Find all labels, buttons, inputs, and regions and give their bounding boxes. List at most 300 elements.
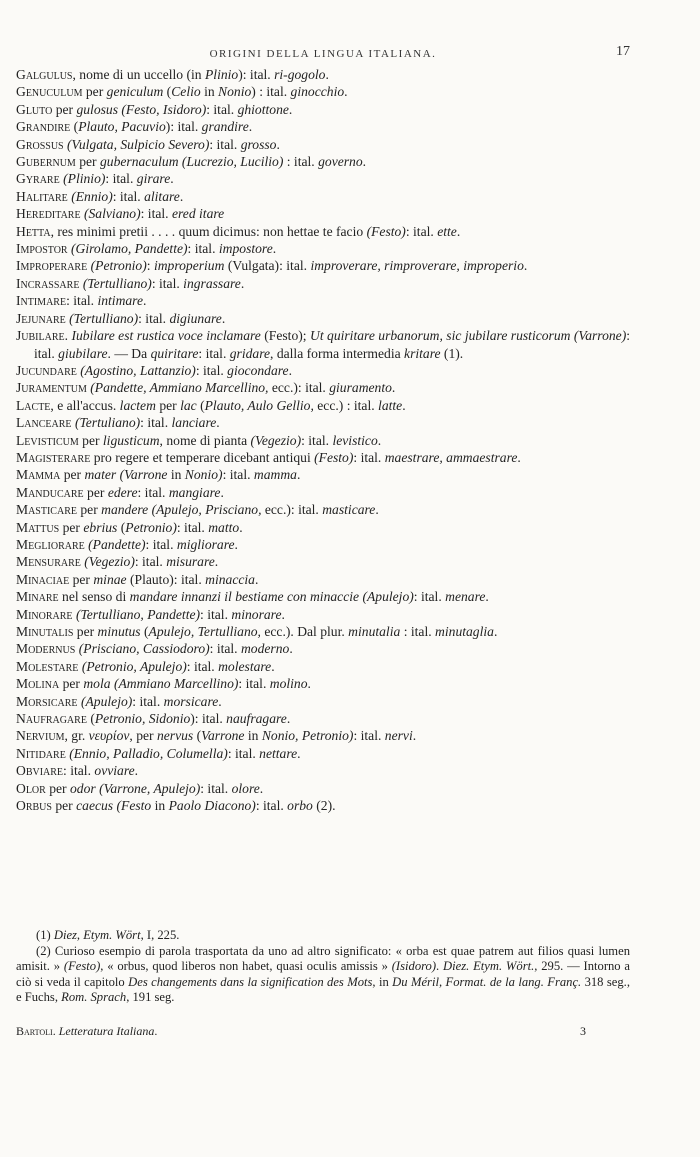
text-run: per [59,519,84,535]
glossary-entry [16,623,630,640]
text-run: . [286,711,291,727]
text-run: . [248,119,253,135]
text-run: , I, 225. [140,928,180,942]
headword: Gubernum [16,154,76,170]
italic-text: Petronio, Sidonio [94,711,191,727]
text-run: ( [117,519,126,535]
headword: Intimare [16,293,67,309]
italic-text: Nonio, Petronio) [261,728,354,744]
text-run: (1). [440,345,464,361]
headword: Hereditare [16,206,81,222]
text-run: : ital. [112,188,145,204]
glossary-entry [16,379,630,396]
headword: Jucundare [16,362,77,378]
glossary-entry [16,397,630,414]
headword: Grossus [16,136,64,152]
headword: Levisticum [16,432,79,448]
italic-text: mamma [253,467,297,483]
italic-text: geniculum [106,84,164,100]
italic-text: naufragare [226,711,287,727]
glossary-entry [16,310,630,327]
headword: Mensurare [16,554,81,570]
glossary-entry [16,484,630,501]
italic-text: (Festo) [366,223,406,239]
text-run: per [76,502,102,518]
headword: Jubilare [16,328,65,344]
text-run: per [78,432,103,448]
page-number: 17 [616,44,630,59]
italic-text: (Plinio) [63,171,106,187]
text-run: : ital. [238,676,270,692]
headword: Obviare [16,763,64,779]
glossary-entry [16,275,630,292]
italic-text: Iubilare est rustica voce inclamare [71,328,261,344]
text-run: pro regere et temperare dicebant antiqui [90,449,315,465]
italic-text: Diez, Etym. Wört [53,928,141,942]
italic-text: νευρίον [88,728,130,744]
italic-text: Diez. Etym. Wört. [443,959,535,974]
headword: Mamma [16,467,61,483]
text-run: ): ital. [238,67,275,82]
text-run: . [234,536,238,552]
headword: Lanceare [16,415,72,431]
text-run: . [523,258,528,274]
headword: Nitidare [16,745,66,761]
italic-text: giuramento [329,380,392,396]
italic-text: (Prisciano, Cassiodoro) [78,641,210,657]
text-run: . [297,745,301,761]
text-run: per [60,467,85,483]
text-run: ( [196,397,205,413]
text-run: ecc.): ital. [268,380,330,396]
italic-text: Petronio) [125,519,177,535]
italic-text: gridare [229,345,271,361]
text-run: , gr. [64,728,89,744]
text-run: ): ital. [165,119,202,135]
italic-text: Varrone [201,728,245,744]
italic-text: Plauto, Pacuvio [78,119,166,135]
text-run: : ital. [222,467,254,483]
italic-text: menare [445,589,486,605]
headword: Minutalis [16,624,74,639]
glossary-entry [16,240,630,257]
text-run: . [220,484,224,500]
glossary-entry [16,780,630,797]
text-run: ecc.). Dal plur. [260,624,349,639]
italic-text: nervi [384,728,413,744]
italic-text: (Vulgata, Sulpicio Severo) [67,136,210,152]
italic-text: levistico [332,432,378,448]
headword: Manducare [16,484,84,500]
italic-text: intimare [97,293,143,309]
glossary-entry [16,762,630,779]
text-run: . [240,275,245,291]
glossary-entry [16,136,630,153]
text-run: , « orbus, quod liberos non habet, quasi oculis amissis » [100,959,392,974]
footer-title: Letteratura Italiana [58,1024,155,1038]
text-run: : ital. [413,589,446,605]
text-run: . [216,415,220,431]
italic-text: morsicare [163,693,219,709]
italic-text: improverare, rimproverare, improperio [310,258,524,274]
glossary-entry [16,519,630,536]
glossary-entry [16,292,630,309]
glossary-entry [16,223,630,240]
headword: Naufragare [16,711,87,727]
text-run: . [402,397,406,413]
italic-text: orbo [287,798,313,814]
text-run: . [271,658,275,674]
italic-text: kritare [404,345,441,361]
glossary-entry [16,658,630,675]
glossary-entry [16,449,630,466]
text-run: : ital. [353,728,385,744]
headword: Magisterare [16,449,91,465]
text-run: . [218,693,222,709]
italic-text: ingrassare [183,275,241,291]
glossary-entry [16,588,630,605]
text-run: : ital. [255,798,288,814]
text-run: in [244,728,262,744]
headword: Minare [16,589,59,605]
italic-text: gulosus (Festo, Isidoro) [76,101,207,117]
text-run: : ital. [227,745,260,761]
italic-text: mangiare [168,484,221,500]
text-run: per [45,780,70,796]
text-run: in [151,798,169,814]
italic-text: edere [107,484,138,500]
italic-text: ered itare [171,206,225,222]
text-run: : ital. [198,345,230,361]
italic-text: digiunare [169,310,222,326]
headword: Mattus [16,519,60,535]
glossary-entry [16,170,630,187]
glossary-entry [16,501,630,518]
text-run: ( [86,711,95,727]
text-run: per [69,571,94,587]
italic-text: latte [378,397,403,413]
italic-text: ovviare [94,763,135,779]
italic-text: minorare [231,606,282,622]
text-run: ): ital. [190,711,227,727]
text-run: . [214,554,219,570]
text-run: : ital. [134,554,167,570]
text-run: , nome di un uccello (in [72,67,205,82]
glossary-entry [16,83,630,100]
text-run: (1) [36,928,54,942]
text-run: . [375,502,379,518]
text-run: . [259,780,264,796]
italic-text: migliorare [176,536,235,552]
page-footer [16,1024,630,1039]
italic-text: masticare [322,502,376,518]
italic-text: (Tertuliano) [74,415,141,431]
text-run: ecc.): ital. [261,502,323,518]
glossary-entry [16,257,630,274]
text-run: ) : ital. [251,84,291,100]
text-run: (Festo); [260,328,310,344]
text-run: . [239,519,243,535]
italic-text: (Ennio) [71,188,113,204]
italic-text: (Agostino, Lattanzio) [80,362,196,378]
footnotes [16,928,630,1006]
italic-text: (Tertulliano) [69,310,139,326]
italic-text: Rom. Sprach [61,990,127,1005]
italic-text: Ut quiritare urbanorum, sic jubilare rusticorum (Varrone) [310,328,627,344]
italic-text: Celio [171,84,201,100]
text-run: ( [70,119,79,135]
glossary-entry [16,118,630,135]
text-run: . [288,362,292,378]
italic-text: misurare [166,554,215,570]
headword: Halitare [16,188,68,204]
glossary-entry [16,414,630,431]
text-run: : ital. [209,136,241,152]
text-run: per [82,84,107,100]
text-run: : ital. [63,763,95,779]
text-run: : ital. [140,415,172,431]
headword: Grandire [16,119,71,135]
headword: Morsicare [16,693,78,709]
italic-text: ghiottone [237,101,289,117]
text-run: . [517,449,521,465]
text-run: : ital. [206,101,238,117]
glossary-entry [16,188,630,205]
text-run: , per [129,728,157,744]
text-run: : ital. [195,362,228,378]
headword: Lacte [16,397,51,413]
italic-text: minutalia [348,624,401,639]
italic-text: minaccia [205,571,255,587]
glossary-entry [16,727,630,744]
headword: Minorare [16,606,73,622]
italic-text: ginocchio [290,84,345,100]
text-run: . [272,241,277,257]
text-run: ( [193,728,202,744]
headword: Impostor [16,241,68,257]
italic-text: maestrare, ammaestrare [384,449,518,465]
italic-text: giubilare [58,345,108,361]
text-run: , dalla forma intermedia [270,345,405,361]
glossary-entry [16,432,630,449]
italic-text: impostore [218,241,273,257]
headword: Hetta [16,223,51,239]
headword: Molestare [16,658,79,674]
text-run: , 191 seg. [126,990,175,1005]
running-header [16,44,630,68]
italic-text: (Vegezio) [84,554,135,570]
text-run: . [254,571,259,587]
text-run: , 295. — Intorno a ciò si veda il capitolo [16,959,631,989]
glossary-entry [16,553,630,570]
italic-text: minae [93,571,127,587]
italic-text: Plinio [205,67,239,82]
text-run: : ital. [400,624,436,639]
text-run: : ital. [140,206,172,222]
italic-text: (Isidoro) [391,959,437,974]
text-run: . [281,606,285,622]
text-run: : ital. [137,484,169,500]
italic-text: (Festo) [63,959,101,974]
italic-text: olore [231,780,260,796]
italic-text: minutus [97,624,141,639]
italic-text: mola (Ammiano Marcellino) [83,676,239,692]
text-run: : [146,258,154,274]
text-run: . [391,380,396,396]
italic-text: lanciare [171,415,217,431]
text-run: . — Da [107,345,151,361]
page [16,44,631,814]
italic-text: (Girolamo, Pandette) [71,241,188,257]
italic-text: (Tertulliano) [82,275,152,291]
headword: Juramentum [16,380,87,396]
text-run: . [362,154,367,170]
text-run: , res minimi pretii . . . . quum dicimus: non hettae te facio [50,223,367,239]
headword: Modernus [16,641,76,657]
italic-text: (Apulejo) [80,693,133,709]
text-run: , nome di pianta [159,432,251,448]
text-run: . [170,171,174,187]
text-run: per [155,397,181,413]
text-run: , e all'accus. [50,397,120,413]
text-run: per [59,676,84,692]
text-run: : ital. [200,780,232,796]
headword: Improperare [16,258,88,274]
text-run: per [52,101,77,117]
italic-text: (Tertulliano, Pandette) [75,606,201,622]
glossary-entry [16,797,630,814]
text-run: (Vulgata): ital. [224,258,311,274]
text-run: . [307,676,311,692]
text-run: . [493,624,498,639]
glossary-entry [16,327,630,362]
text-run: . [143,293,147,309]
italic-text: caecus (Festo [76,798,152,814]
glossary-entry [16,640,630,657]
text-run: . [276,136,280,152]
headword: Masticare [16,502,77,518]
printer-signature: 3 [580,1024,586,1038]
italic-text: (Petronio, Apulejo) [81,658,187,674]
footnote [16,928,630,944]
text-run: : ital. [405,223,438,239]
italic-text: lac [180,397,197,413]
headword: Genuculum [16,84,83,100]
italic-text: moderno [240,641,290,657]
glossary-entry [16,710,630,727]
text-run: . [456,223,461,239]
headword: Nervium [16,728,65,744]
headword: Megliorare [16,536,85,552]
italic-text: Apulejo, Tertulliano, [148,624,261,639]
text-run: per [51,798,77,814]
text-run: ( [163,84,172,100]
text-run: : ital. [176,519,209,535]
headword: Incrassare [16,275,80,291]
footnote [16,944,630,1006]
text-run: ecc.) : ital. [313,397,379,413]
text-run: per [83,484,108,500]
italic-text: grandire [201,119,249,135]
text-run: per [75,154,100,170]
text-run: : ital. [34,328,631,361]
italic-text: (Ennio, Palladio, Columella) [69,745,228,761]
glossary-entry [16,101,630,118]
text-run: . [289,641,293,657]
italic-text: Plauto, Aulo Gellio, [204,397,314,413]
italic-text: girare [136,171,171,187]
headword: Galgulus [16,67,73,82]
headword: Olor [16,780,46,796]
italic-text: (Pandette, Ammiano Marcellino, [90,380,269,396]
glossary-entry [16,606,630,623]
italic-text: ri-gogolo [274,67,326,82]
italic-text: Nonio [218,84,252,100]
italic-text: improperium [153,258,225,274]
footer-source: Bartoli. Letteratura Italiana. [16,1024,158,1038]
headword: Jejunare [16,310,66,326]
italic-text: (Salviano) [83,206,141,222]
italic-text: (Vegezio) [250,432,302,448]
text-run: . [412,728,417,744]
italic-text: (Petronio) [90,258,147,274]
glossary-entry [16,675,630,692]
italic-text: mater (Varrone [84,467,168,483]
italic-text: nettare [259,745,298,761]
glossary-entry [16,66,630,83]
text-run: : ital. [209,641,241,657]
text-run: : ital. [138,310,170,326]
text-run: , in [372,974,393,989]
glossary-entry [16,693,630,710]
glossary-list [16,66,630,814]
italic-text: grosso [240,136,277,152]
text-run: . [134,763,139,779]
text-run: . [221,310,226,326]
text-run: . [436,959,444,974]
text-run: : ital. [283,154,319,170]
text-run: 318 seg., e Fuchs, [16,974,630,1005]
italic-text: matto [208,519,240,535]
italic-text: (Festo) [314,449,354,465]
headword: Orbus [16,798,52,814]
text-run: : ital. [105,171,137,187]
italic-text: nervus [156,728,194,744]
italic-text: odor (Varrone, Apulejo) [69,780,201,796]
glossary-entry [16,466,630,483]
italic-text: alitare [144,188,180,204]
text-run: : ital. [151,275,184,291]
text-run: : ital. [353,449,385,465]
text-run: ( [140,624,149,639]
text-run: (Plauto): ital. [126,571,206,587]
text-run: in [200,84,219,100]
italic-text: giocondare [227,362,289,378]
italic-text: lactem [119,397,156,413]
italic-text: ebrius [83,519,118,535]
glossary-entry [16,362,630,379]
text-run: (2) Curioso esempio di parola trasportata da uno ad altro significato: « orba est quae patrem aut filios quasi lumen amisit. » [16,943,630,974]
text-run: . [179,188,184,204]
glossary-entry [16,571,630,588]
italic-text: Du Méril, Format. de la lang. Franç. [392,974,582,989]
text-run: : ital. [145,536,177,552]
italic-text: ligusticum [102,432,160,448]
italic-text: Paolo Diacono) [168,798,256,814]
glossary-entry [16,153,630,170]
headword: Minaciae [16,571,70,587]
text-run: nel senso di [58,589,130,605]
